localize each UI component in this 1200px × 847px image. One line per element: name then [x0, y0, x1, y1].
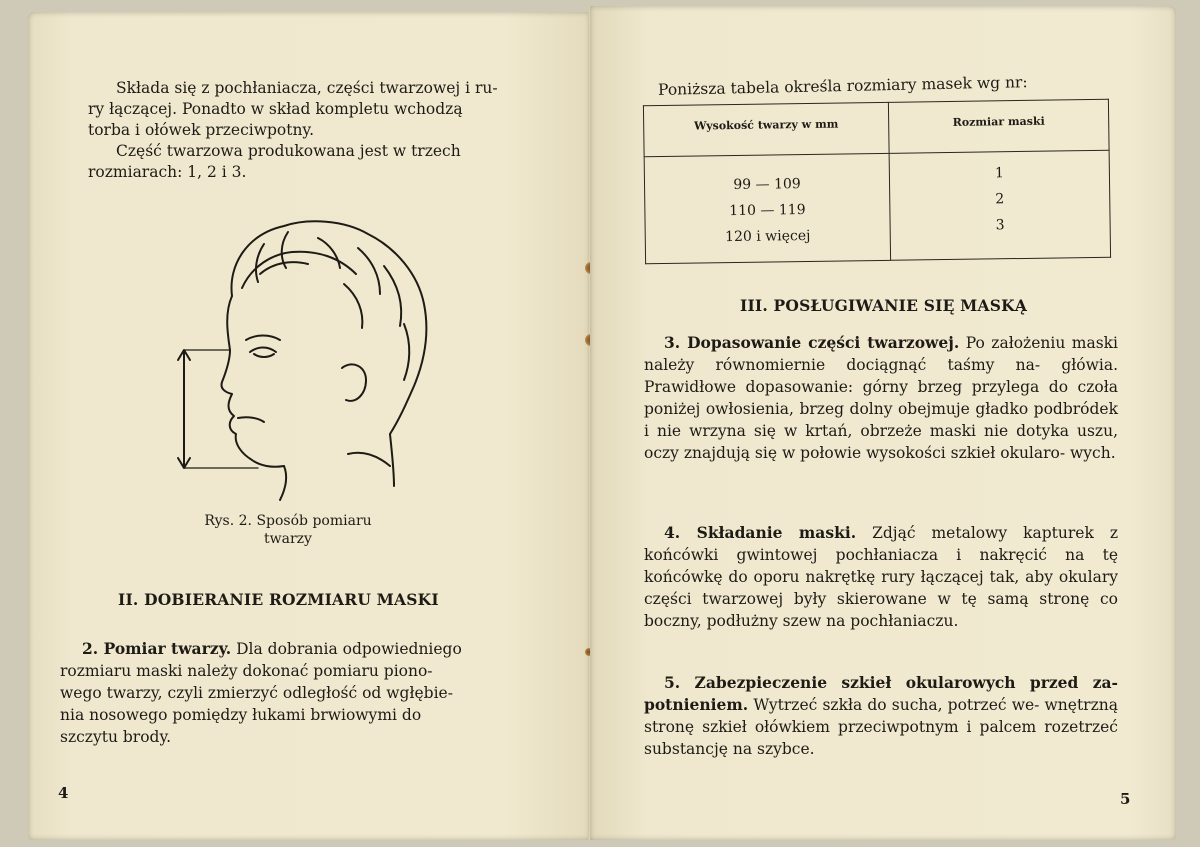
paragraph-3: [644, 332, 1118, 464]
para2-line-4: nia nosowego pomiędzy łukami brwiowymi do: [60, 706, 422, 724]
right-page: [590, 6, 1176, 840]
para2-line-1: [60, 638, 536, 660]
page-number-right: 5: [1120, 790, 1131, 808]
table-header-size: Rozmiar maski: [888, 99, 1109, 153]
paragraph-4: [644, 522, 1118, 632]
para3-text: Po założeniu maski należy równomiernie dociągnąć taśmy na- główia. Prawidłowe dopasowanie: górny brzeg przylega do czoła poniżej owłosienia, brzeg dolny obejmuje gładko podbródek i nie wrzyna się w krtań, obrzeże maski nie dotyka uszu, oczy znajdują się w połowie wysokości szkieł okularo- wych.: [644, 334, 1119, 462]
table-row-1-height: 99 — 109: [733, 176, 801, 194]
table-row-2-size: 2: [995, 191, 1005, 208]
table-intro: Poniższa tabela określa rozmiary masek wg nr:: [657, 73, 1028, 99]
mask-size-table: [643, 99, 1111, 264]
table-row-3-height: 120 i więcej: [724, 227, 811, 246]
figure-caption: [148, 512, 428, 548]
paragraph-2: [60, 638, 536, 748]
hair-outline: [231, 221, 426, 434]
intro-line-5: rozmiarach: 1, 2 i 3.: [88, 163, 247, 181]
table-header-row: [643, 99, 1109, 156]
section-heading-3: III. POSŁUGIWANIE SIĘ MASKĄ: [740, 296, 1028, 315]
para2-label: 2. Pomiar twarzy.: [82, 639, 232, 658]
table-row-2-height: 110 — 119: [729, 202, 806, 220]
para2-line-2: rozmiaru maski należy dokonać pomiaru piono-: [60, 662, 433, 680]
para5-text: Wytrzeć szkła do sucha, potrzeć we- wnętrzną stronę szkieł ołówkiem przeciwpotnym i palcem rozetrzeć substancję na szybce.: [644, 696, 1118, 758]
para2-line-3: wego twarzy, czyli zmierzyć odległość od wgłębie-: [60, 684, 453, 702]
caption-line-2: twarzy: [264, 531, 312, 547]
intro-paragraph: [88, 78, 550, 183]
head-profile-figure: [168, 204, 448, 504]
left-page: [28, 12, 590, 840]
intro-line-3: torba i ołówek przeciwpotny.: [88, 121, 315, 139]
para4-text: Zdjąć metalowy kapturek z końcówki gwintowej pochłaniacza i nakręcić na tę końcówkę do oporu nakrętkę rury łączącej tak, aby okulary części twarzowej były skierowane w tę samą stronę co boczny, podłużny szew na pochłaniaczu.: [644, 524, 1118, 630]
para2-line-1-text: Dla dobrania odpowiedniego: [236, 640, 462, 658]
intro-line-2: ry łączącej. Ponadto w skład kompletu wchodzą: [88, 100, 463, 118]
caption-line-1: Rys. 2. Sposób pomiaru: [204, 513, 372, 529]
section-heading-2: II. DOBIERANIE ROZMIARU MASKI: [118, 590, 439, 609]
para3-label: 3. Dopasowanie części twarzowej.: [664, 333, 960, 352]
para2-line-5: szczytu brody.: [60, 728, 172, 746]
para4-label: 4. Składanie maski.: [664, 523, 857, 542]
table-body-row: [644, 150, 1110, 263]
page-number-left: 4: [58, 784, 69, 802]
face-profile: [221, 296, 284, 467]
table-header-height: Wysokość twarzy w mm: [643, 102, 889, 156]
table-row-3-size: 3: [995, 217, 1005, 234]
table-size-values: [889, 150, 1110, 260]
table-height-values: [644, 153, 890, 263]
paragraph-5: [644, 672, 1118, 760]
para5-label: 5. Zabezpieczenie szkieł okularowych przed za- potnieniem.: [644, 673, 1118, 714]
table-row-1-size: 1: [994, 165, 1004, 182]
intro-line-4: Część twarzowa produkowana jest w trzech: [116, 142, 461, 160]
intro-line-1: Składa się z pochłaniacza, części twarzowej i ru-: [116, 79, 498, 97]
